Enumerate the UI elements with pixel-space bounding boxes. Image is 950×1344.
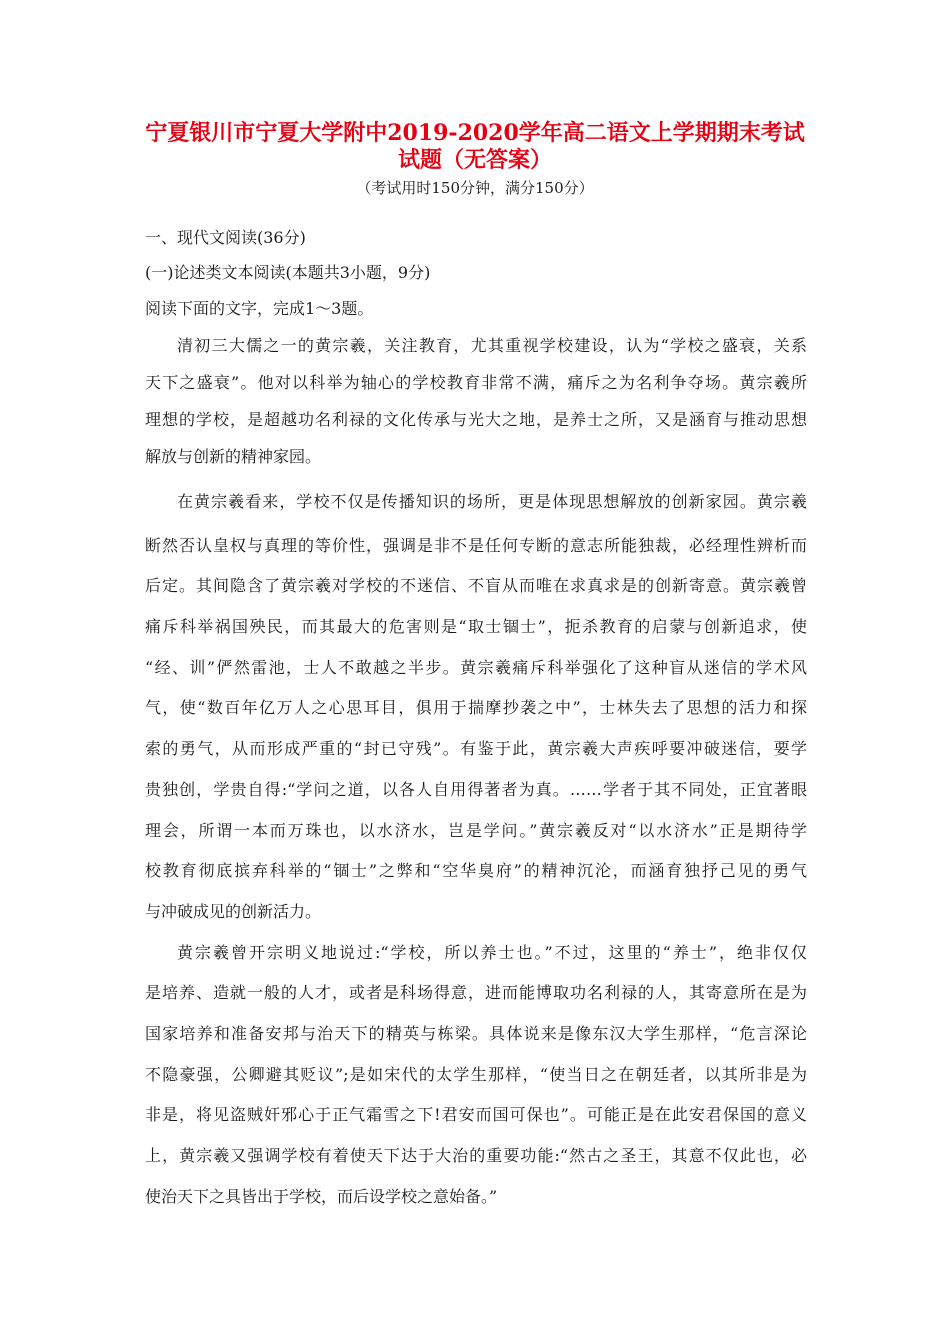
paragraph-2-line-9: 理会，所谓一本而万珠也，以水济水，岂是学问。”黄宗羲反对“以水济水”正是期待学 [145,821,807,840]
paragraph-2-line-8: 贵独创，学贵自得:“学问之道，以各人自用得著者为真。……学者于其不同处，正宜著眼 [145,780,807,799]
section-heading: 一、现代文阅读(36分) [145,228,306,247]
paragraph-1-line-1: 清初三大儒之一的黄宗羲，关注教育，尤其重视学校建设，认为“学校之盛衰，关系 [177,336,807,355]
paragraph-2-line-11: 与冲破成见的创新活力。 [145,902,322,921]
paragraph-2-line-2: 断然否认皇权与真理的等价性，强调是非不是任何专断的意志所能独裁，必经理性辨析而 [145,536,807,555]
paragraph-2-line-7: 索的勇气，从而形成严重的“封已守残”。有鉴于此，黄宗羲大声疾呼要冲破迷信，要学 [145,739,807,758]
paragraph-3-line-3: 国家培养和准备安邦与治天下的精英与栋梁。具体说来是像东汉大学生那样，“危言深论 [145,1024,807,1043]
paragraph-2-line-1: 在黄宗羲看来，学校不仅是传播知识的场所，更是体现思想解放的创新家园。黄宗羲 [177,492,807,511]
paragraph-1-line-2: 天下之盛衰”。他对以科举为轴心的学校教育非常不满，痛斥之为名利争夺场。黄宗羲所 [145,373,807,392]
reading-instruction: 阅读下面的文字，完成1～3题。 [145,299,374,318]
paragraph-3-line-2: 是培养、造就一般的人才，或者是科场得意，进而能博取功名利禄的人，其寄意所在是为 [145,983,807,1002]
paragraph-1-line-3: 理想的学校，是超越功名利禄的文化传承与光大之地，是养士之所，又是涵育与推动思想 [145,410,807,429]
exam-duration-note: （考试用时150分钟，满分150分） [356,179,594,197]
document-title-line-2: 试题（无答案） [397,147,552,173]
paragraph-2-line-4: 痛斥科举祸国殃民，而其最大的危害则是“取士锢士”，扼杀教育的启蒙与创新追求，使 [145,617,807,636]
paragraph-3-line-7: 使治天下之具皆出于学校，而后设学校之意始备。” [145,1187,498,1206]
paragraph-2-line-10: 校教育彻底摈弃科举的“锢士”之弊和“空华臭府”的精神沉沦，而涵育独抒己见的勇气 [145,861,807,880]
section-subheading: (一)论述类文本阅读(本题共3小题，9分) [145,263,431,282]
paragraph-1-line-4: 解放与创新的精神家园。 [145,447,322,466]
paragraph-2-line-5: “经、训”俨然雷池，士人不敢越之半步。黄宗羲痛斥科举强化了这种盲从迷信的学术风 [145,658,807,677]
paragraph-2-line-6: 气，使“数百年亿万人之心思耳目，俱用于揣摩抄袭之中”，士林失去了思想的活力和探 [145,698,807,717]
paragraph-3-line-6: 上，黄宗羲又强调学校有着使天下达于大治的重要功能:“然古之圣王，其意不仅此也，必 [145,1146,807,1165]
paragraph-3-line-4: 不隐豪强，公卿避其贬议”;是如宋代的太学生那样，“使当日之在朝廷者，以其所非是为 [145,1065,807,1084]
paragraph-3-line-5: 非是，将见盗贼奸邪心于正气霜雪之下!君安而国可保也”。可能正是在此安君保国的意义 [145,1105,807,1124]
document-title-line-1: 宁夏银川市宁夏大学附中2019-2020学年高二语文上学期期末考试 [145,120,805,146]
paragraph-2-line-3: 后定。其间隐含了黄宗羲对学校的不迷信、不盲从而唯在求真求是的创新寄意。黄宗羲曾 [145,576,807,595]
paragraph-3-line-1: 黄宗羲曾开宗明义地说过:“学校，所以养士也。”不过，这里的“养士”，绝非仅仅 [177,943,807,962]
